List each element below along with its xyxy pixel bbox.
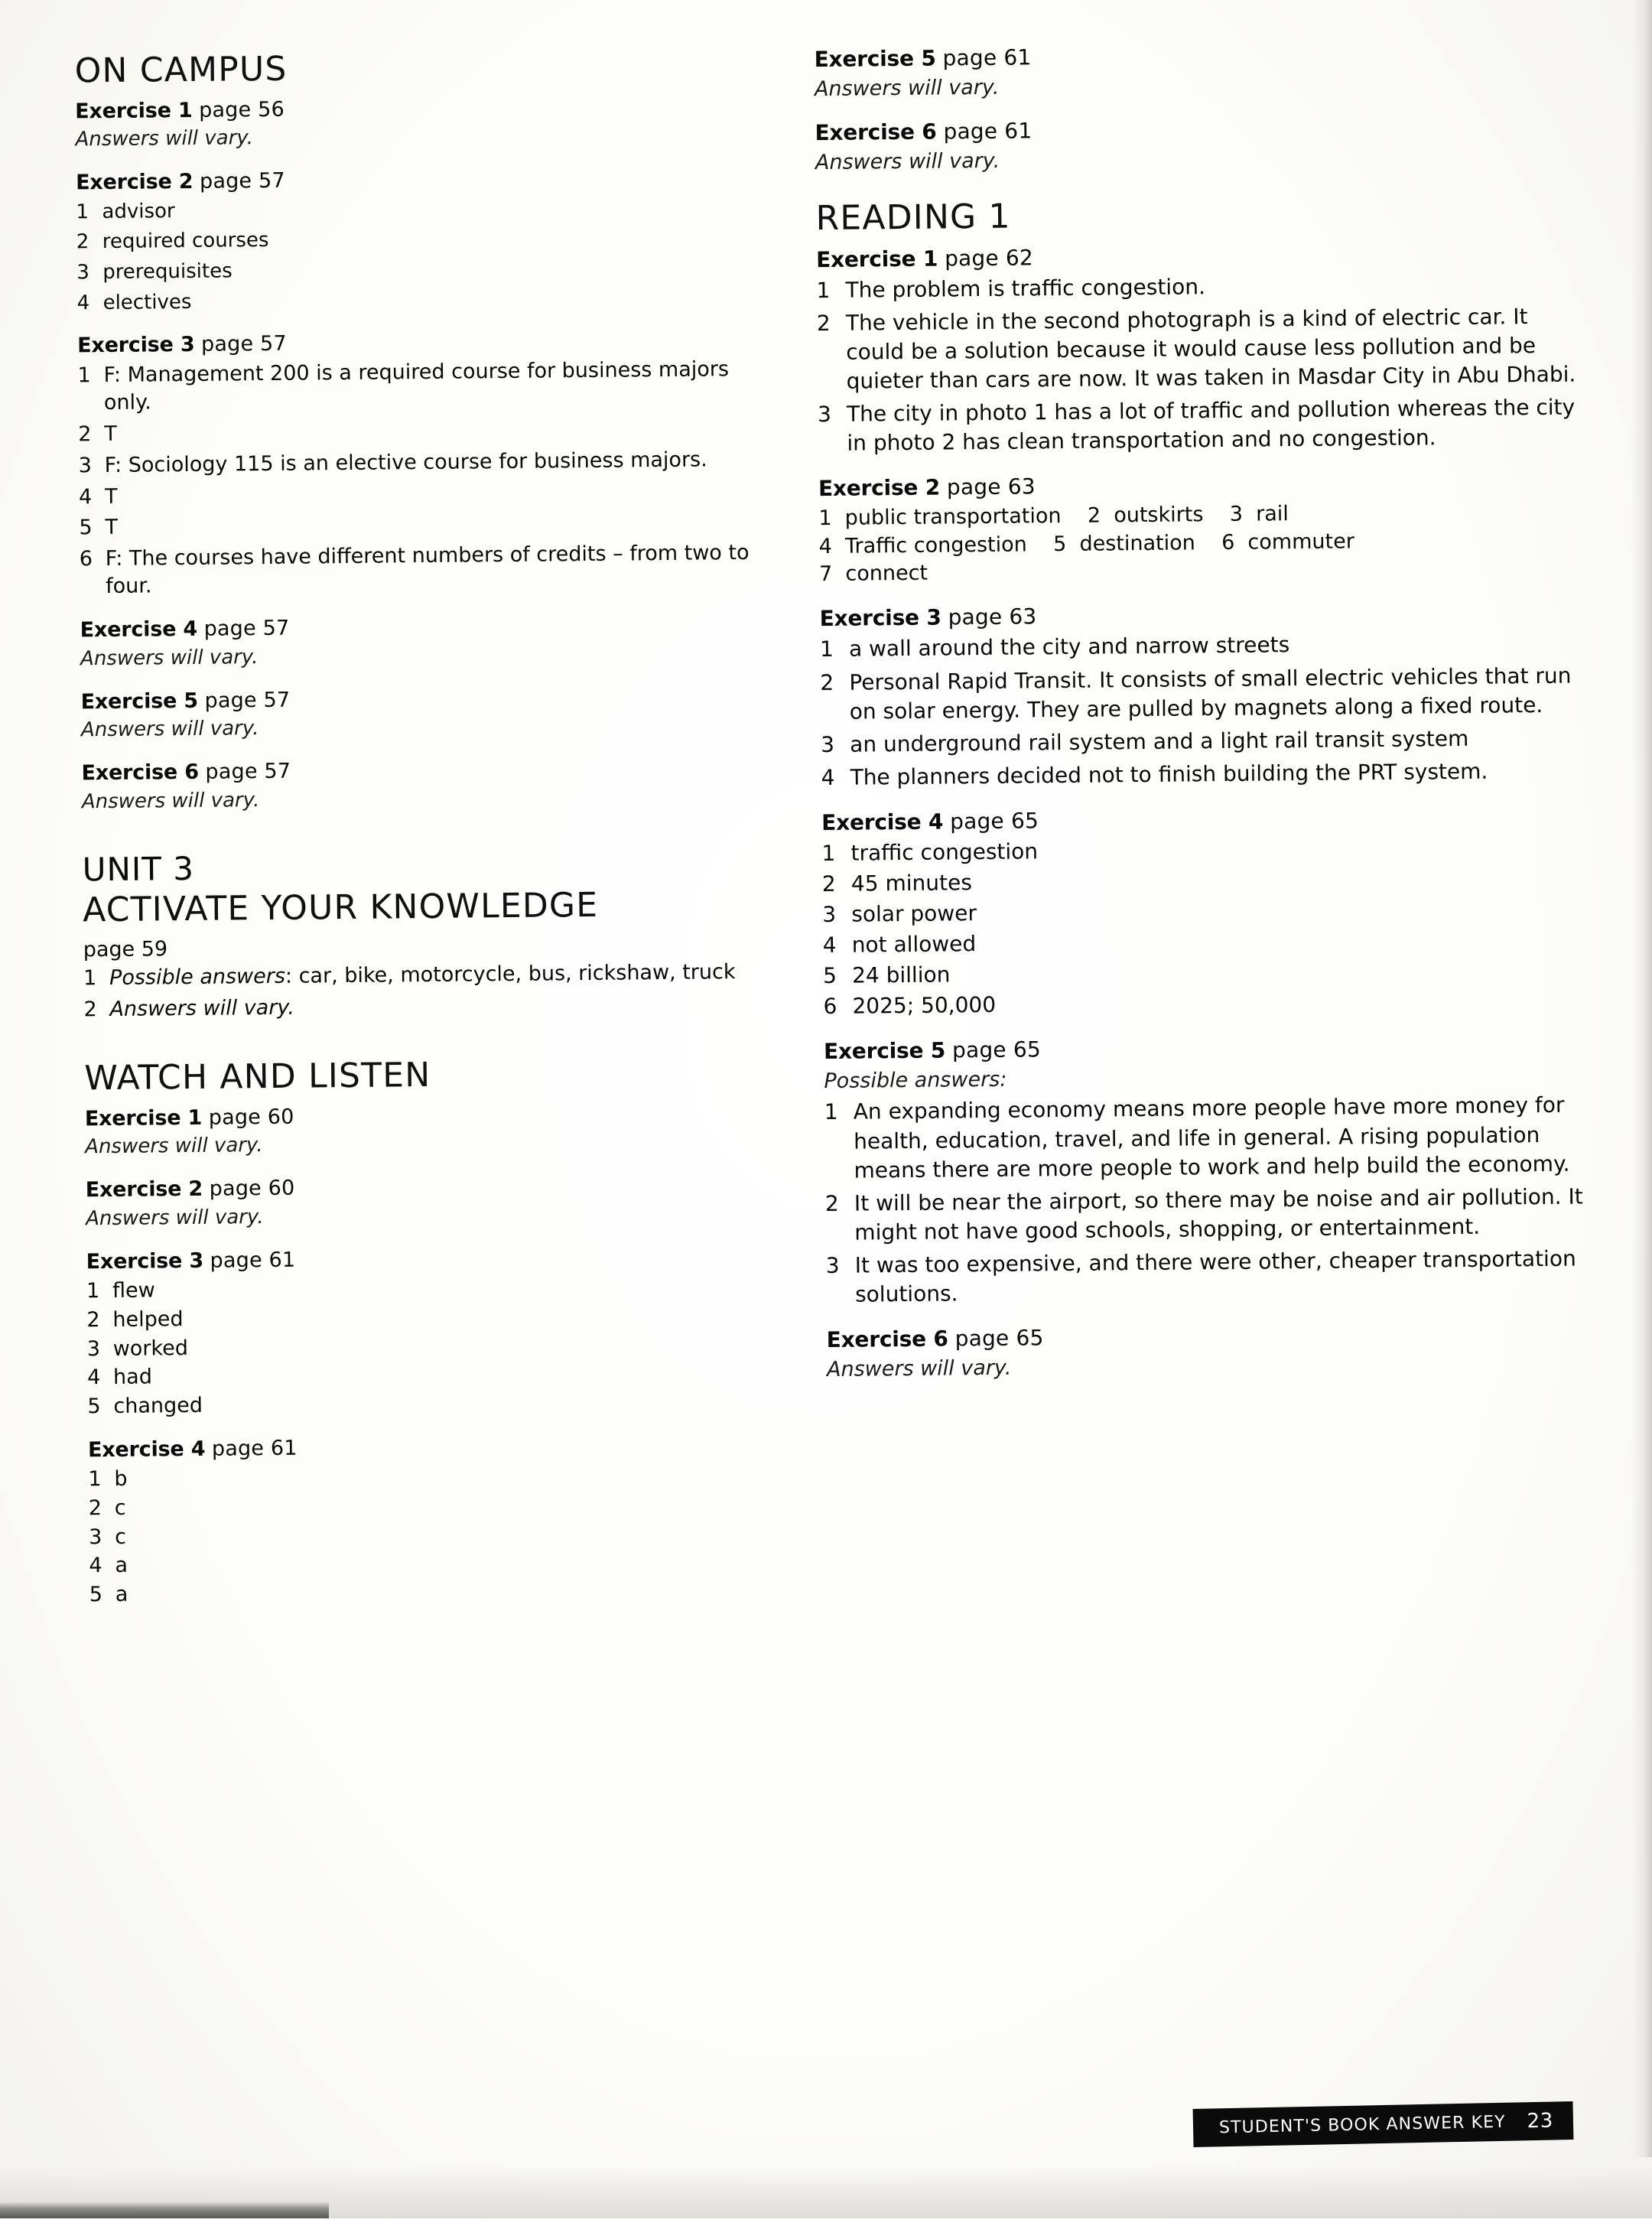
exercise-label: Exercise 2	[818, 474, 941, 502]
item-number: 4	[818, 534, 833, 558]
item-text: c	[114, 1525, 127, 1549]
exercise-page: page 63	[946, 474, 1036, 500]
answer-note: Answers will vary.	[815, 148, 1000, 175]
exercise-heading	[827, 1319, 1592, 1353]
exercise-heading	[86, 1243, 759, 1275]
section-heading-on-campus: ON CAMPUS	[74, 49, 288, 91]
item-text: advisor	[102, 199, 175, 223]
item-text: had	[112, 1365, 153, 1390]
answer-note: Answers will vary.	[826, 1355, 1012, 1382]
answer-item	[87, 1329, 760, 1362]
item-text: It will be near the airport, so there may be noise and air pollution. It might not have good schools, shopping, or entertainment.	[854, 1183, 1583, 1245]
answer-note: Answers will vary.	[85, 1205, 264, 1231]
answer-item	[818, 392, 1583, 458]
item-number: 2	[821, 871, 836, 897]
exercise-page: page 57	[203, 616, 290, 641]
answer-item	[816, 268, 1581, 305]
exercise-page: page 65	[954, 1325, 1044, 1352]
answer-item	[83, 990, 756, 1024]
item-text: F: Management 200 is a required course for business majors only.	[103, 357, 730, 415]
item-italic-lead: Possible answers	[109, 965, 286, 991]
answer-item	[821, 756, 1585, 792]
item-text: helped	[112, 1307, 184, 1332]
item-number: 6	[1221, 530, 1235, 555]
item-number: 2	[76, 230, 89, 254]
exercise-label: Exercise 2	[75, 169, 193, 195]
answer-item	[821, 723, 1585, 760]
exercise-block	[75, 92, 749, 153]
exercise-block	[80, 611, 754, 672]
item-number: 1	[824, 1099, 838, 1125]
item-number: 4	[821, 764, 835, 790]
item-number: 6	[823, 994, 837, 1020]
exercise-label: Exercise 5	[80, 688, 199, 714]
exercise-heading	[86, 1171, 759, 1203]
item-text: T	[104, 421, 117, 446]
answer-item	[87, 1387, 760, 1421]
item-text: F: The courses have different numbers of credits – from two to four.	[105, 541, 750, 599]
item-text: commuter	[1247, 529, 1355, 555]
item-number: 2	[816, 310, 831, 336]
item-number: 2	[1087, 503, 1101, 528]
footer-label: STUDENT'S BOOK ANSWER KEY	[1218, 2112, 1506, 2137]
exercise-label: Exercise 5	[814, 45, 936, 73]
item-text: an underground rail system and a light rail transit system	[850, 725, 1469, 757]
item-italic-lead: Answers will vary.	[109, 995, 294, 1022]
exercise-heading	[80, 683, 753, 715]
item-text: : car, bike, motorcycle, bus, rickshaw, truck	[285, 960, 736, 989]
exercise-label: Exercise 1	[75, 98, 193, 123]
item-text: The planners decided not to finish building the PRT system.	[850, 758, 1488, 790]
exercise-page: page 61	[211, 1436, 298, 1461]
item-text: a	[115, 1553, 128, 1578]
exercise-heading	[75, 92, 748, 124]
exercise-label: Exercise 5	[823, 1037, 946, 1065]
right-column	[814, 38, 1592, 1400]
exercise-page: page 60	[208, 1105, 294, 1130]
scan-bottom-dark-strip	[0, 2202, 329, 2218]
item-number: 1	[88, 1467, 102, 1492]
answer-item	[83, 958, 756, 992]
item-text: worked	[112, 1336, 189, 1361]
item-text: rail	[1255, 502, 1289, 526]
exercise-label: Exercise 6	[826, 1326, 948, 1353]
answer-list	[76, 193, 750, 317]
exercise-page: page 61	[943, 118, 1032, 145]
item-text: 2025; 50,000	[852, 992, 997, 1019]
answer-item	[76, 193, 749, 226]
item-number: 1	[818, 506, 832, 531]
exercise-heading	[80, 611, 753, 643]
exercise-label: Exercise 4	[87, 1437, 206, 1462]
exercise-block	[86, 1171, 759, 1232]
answer-list	[77, 356, 753, 601]
item-text: required courses	[102, 229, 269, 254]
answer-item	[825, 1182, 1591, 1248]
answer-item	[817, 301, 1582, 396]
exercise-block	[85, 1099, 759, 1160]
item-text: It was too expensive, and there were other, cheaper transportation solutions.	[854, 1245, 1576, 1307]
item-number: 4	[78, 484, 93, 509]
answer-item	[826, 1244, 1592, 1310]
answer-item	[76, 253, 750, 286]
answer-item	[86, 1300, 759, 1334]
possible-answers-label: Possible answers:	[824, 1068, 1007, 1094]
exercise-page: page 63	[948, 604, 1037, 630]
exercise-page: page 60	[209, 1176, 295, 1201]
item-number: 1	[821, 840, 836, 866]
answer-list	[88, 1460, 763, 1609]
answer-list	[821, 831, 1588, 1021]
exercise-heading	[818, 468, 1583, 503]
item-text: Personal Rapid Transit. It consists of small electric vehicles that run on solar energy. They are pulled by magnets along a fixed route.	[849, 662, 1572, 724]
exercise-page: page 65	[951, 1037, 1042, 1063]
exercise-label: Exercise 3	[819, 605, 941, 632]
item-number: 2	[88, 1496, 102, 1521]
answer-note: Answers will vary.	[75, 126, 254, 151]
exercise-block	[827, 1319, 1592, 1383]
item-text: The vehicle in the second photograph is a kind of electric car. It could be a solution because it would cause less pollution and be quieter than cars are now. It was taken in Masdar City in Abu Dhabi.	[845, 303, 1576, 394]
item-number: 3	[78, 453, 92, 477]
exercise-page: page 61	[210, 1248, 296, 1273]
exercise-heading	[76, 164, 749, 196]
exercise-heading	[85, 1099, 758, 1131]
answer-item	[823, 985, 1588, 1022]
item-text: electives	[102, 290, 192, 314]
item-text: F: Sociology 115 is an elective course for business majors.	[104, 447, 707, 477]
item-text: 45 minutes	[850, 870, 972, 897]
answer-note: Answers will vary.	[814, 75, 1000, 102]
item-text: T	[104, 484, 118, 509]
exercise-label: Exercise 3	[86, 1248, 204, 1274]
item-text: c	[114, 1495, 126, 1520]
item-number: 5	[79, 516, 93, 540]
exercise-heading	[819, 598, 1584, 633]
item-number: 3	[825, 1252, 840, 1278]
item-number: 4	[76, 291, 90, 314]
item-text: The problem is traffic congestion.	[845, 273, 1206, 303]
unit-heading: UNIT 3	[82, 849, 195, 889]
item-text: not allowed	[851, 931, 977, 958]
item-text: outskirts	[1114, 503, 1204, 528]
exercise-block	[815, 112, 1580, 177]
exercise-heading	[814, 38, 1579, 73]
item-number: 2	[86, 1308, 100, 1333]
answer-note: Answers will vary.	[85, 1134, 263, 1159]
exercise-label: Exercise 4	[821, 809, 944, 835]
answer-item	[80, 539, 753, 600]
answer-item	[820, 628, 1585, 665]
section-heading-activate-your-knowledge: ACTIVATE YOUR KNOWLEDGE	[82, 885, 599, 930]
item-text: 24 billion	[851, 962, 951, 988]
answer-item	[89, 1517, 762, 1551]
exercise-heading	[81, 754, 754, 786]
answer-item	[79, 508, 752, 542]
answer-item	[89, 1489, 762, 1522]
answer-item	[87, 1358, 760, 1391]
exercise-page: page 62	[944, 245, 1034, 272]
item-number: 1	[83, 966, 97, 991]
answer-item	[78, 446, 751, 480]
exercise-page: page 61	[942, 44, 1032, 71]
item-number: 1	[819, 636, 834, 662]
item-number: 2	[83, 997, 97, 1022]
exercise-page: page 56	[198, 97, 285, 122]
item-number: 2	[820, 669, 834, 695]
answer-inline-grid	[818, 498, 1584, 589]
exercise-block	[81, 754, 755, 815]
item-number: 4	[89, 1554, 102, 1578]
item-text: public transportation	[844, 504, 1062, 530]
answer-item	[88, 1460, 761, 1493]
item-number: 6	[79, 547, 93, 571]
item-number: 3	[88, 1525, 102, 1549]
exercise-label: Exercise 6	[815, 119, 937, 146]
exercise-label: Exercise 4	[80, 617, 198, 643]
answer-list	[824, 1091, 1592, 1310]
item-text: b	[114, 1467, 128, 1492]
page-reference: page 59	[83, 937, 168, 962]
answer-item	[820, 661, 1585, 727]
exercise-page: page 57	[200, 331, 287, 356]
exercise-heading	[77, 327, 750, 359]
item-text: solar power	[851, 900, 977, 927]
answer-list	[820, 628, 1586, 792]
section-heading-reading-1: READING 1	[815, 197, 1011, 239]
exercise-heading	[824, 1031, 1589, 1066]
exercise-page: page 57	[199, 168, 285, 194]
exercise-label: Exercise 6	[81, 760, 199, 786]
answer-item	[78, 415, 751, 448]
item-text: An expanding economy means more people have more money for health, education, travel, and life in general. A rising population means there are more people to work and help build the economy.	[853, 1092, 1570, 1183]
answer-item	[89, 1575, 763, 1609]
exercise-label: Exercise 2	[85, 1176, 203, 1202]
answer-item	[77, 356, 751, 417]
exercise-page: page 57	[205, 759, 291, 785]
item-number: 2	[78, 421, 92, 447]
exercise-label: Exercise 1	[84, 1105, 203, 1131]
exercise-heading	[816, 239, 1581, 273]
item-number: 1	[816, 277, 831, 303]
answer-item	[76, 283, 750, 316]
answer-item	[824, 1091, 1590, 1186]
item-number: 7	[818, 561, 833, 587]
answer-note: Answers will vary.	[80, 645, 259, 671]
item-number: 3	[817, 401, 832, 428]
item-text: a wall around the city and narrow streets	[848, 632, 1290, 662]
exercise-block	[80, 683, 754, 744]
item-number: 3	[76, 261, 89, 285]
item-text: destination	[1079, 530, 1195, 556]
answer-item	[89, 1546, 762, 1580]
item-number: 5	[822, 963, 837, 989]
exercise-page: page 57	[204, 688, 291, 713]
footer-page-number: 23	[1527, 2109, 1554, 2133]
item-text: The city in photo 1 has a lot of traffic and pollution whereas the city in photo 2 has clean transportation and no congestion.	[846, 394, 1576, 456]
exercise-block	[814, 38, 1579, 103]
exercise-heading	[88, 1430, 761, 1463]
item-number: 5	[87, 1395, 101, 1419]
item-number: 3	[1229, 502, 1244, 527]
item-number: 3	[822, 901, 837, 928]
item-number: 3	[86, 1336, 101, 1361]
item-text: connect	[845, 561, 928, 586]
answer-list	[83, 958, 757, 1024]
answer-item	[76, 223, 750, 255]
item-text: a	[115, 1582, 128, 1606]
item-number: 4	[822, 932, 837, 958]
exercise-heading	[821, 802, 1586, 836]
answer-list	[816, 268, 1582, 458]
answer-note: Answers will vary.	[81, 789, 260, 814]
item-text: prerequisites	[102, 259, 233, 285]
section-heading-watch-and-listen: WATCH AND LISTEN	[84, 1056, 431, 1098]
item-number: 5	[89, 1582, 103, 1607]
item-number: 1	[76, 200, 89, 224]
item-text: Traffic congestion	[844, 532, 1027, 558]
item-text: T	[105, 516, 119, 540]
exercise-label: Exercise 3	[77, 333, 195, 358]
item-number: 1	[77, 363, 91, 388]
item-text: traffic congestion	[850, 838, 1039, 866]
item-number: 4	[86, 1365, 101, 1390]
item-text: flew	[112, 1278, 155, 1303]
answer-note: Answers will vary.	[80, 717, 259, 742]
answer-item	[86, 1271, 759, 1305]
exercise-page: page 65	[950, 808, 1039, 835]
footer-badge	[1193, 2101, 1574, 2147]
item-number: 3	[821, 731, 835, 757]
answer-list	[86, 1271, 761, 1421]
item-text: changed	[113, 1393, 203, 1418]
answer-item	[79, 477, 752, 510]
item-number: 2	[824, 1190, 839, 1216]
left-column	[74, 47, 763, 1626]
exercise-label: Exercise 1	[815, 246, 938, 272]
item-number: 1	[86, 1279, 100, 1303]
item-number: 5	[1052, 532, 1067, 556]
exercise-heading	[815, 112, 1579, 147]
